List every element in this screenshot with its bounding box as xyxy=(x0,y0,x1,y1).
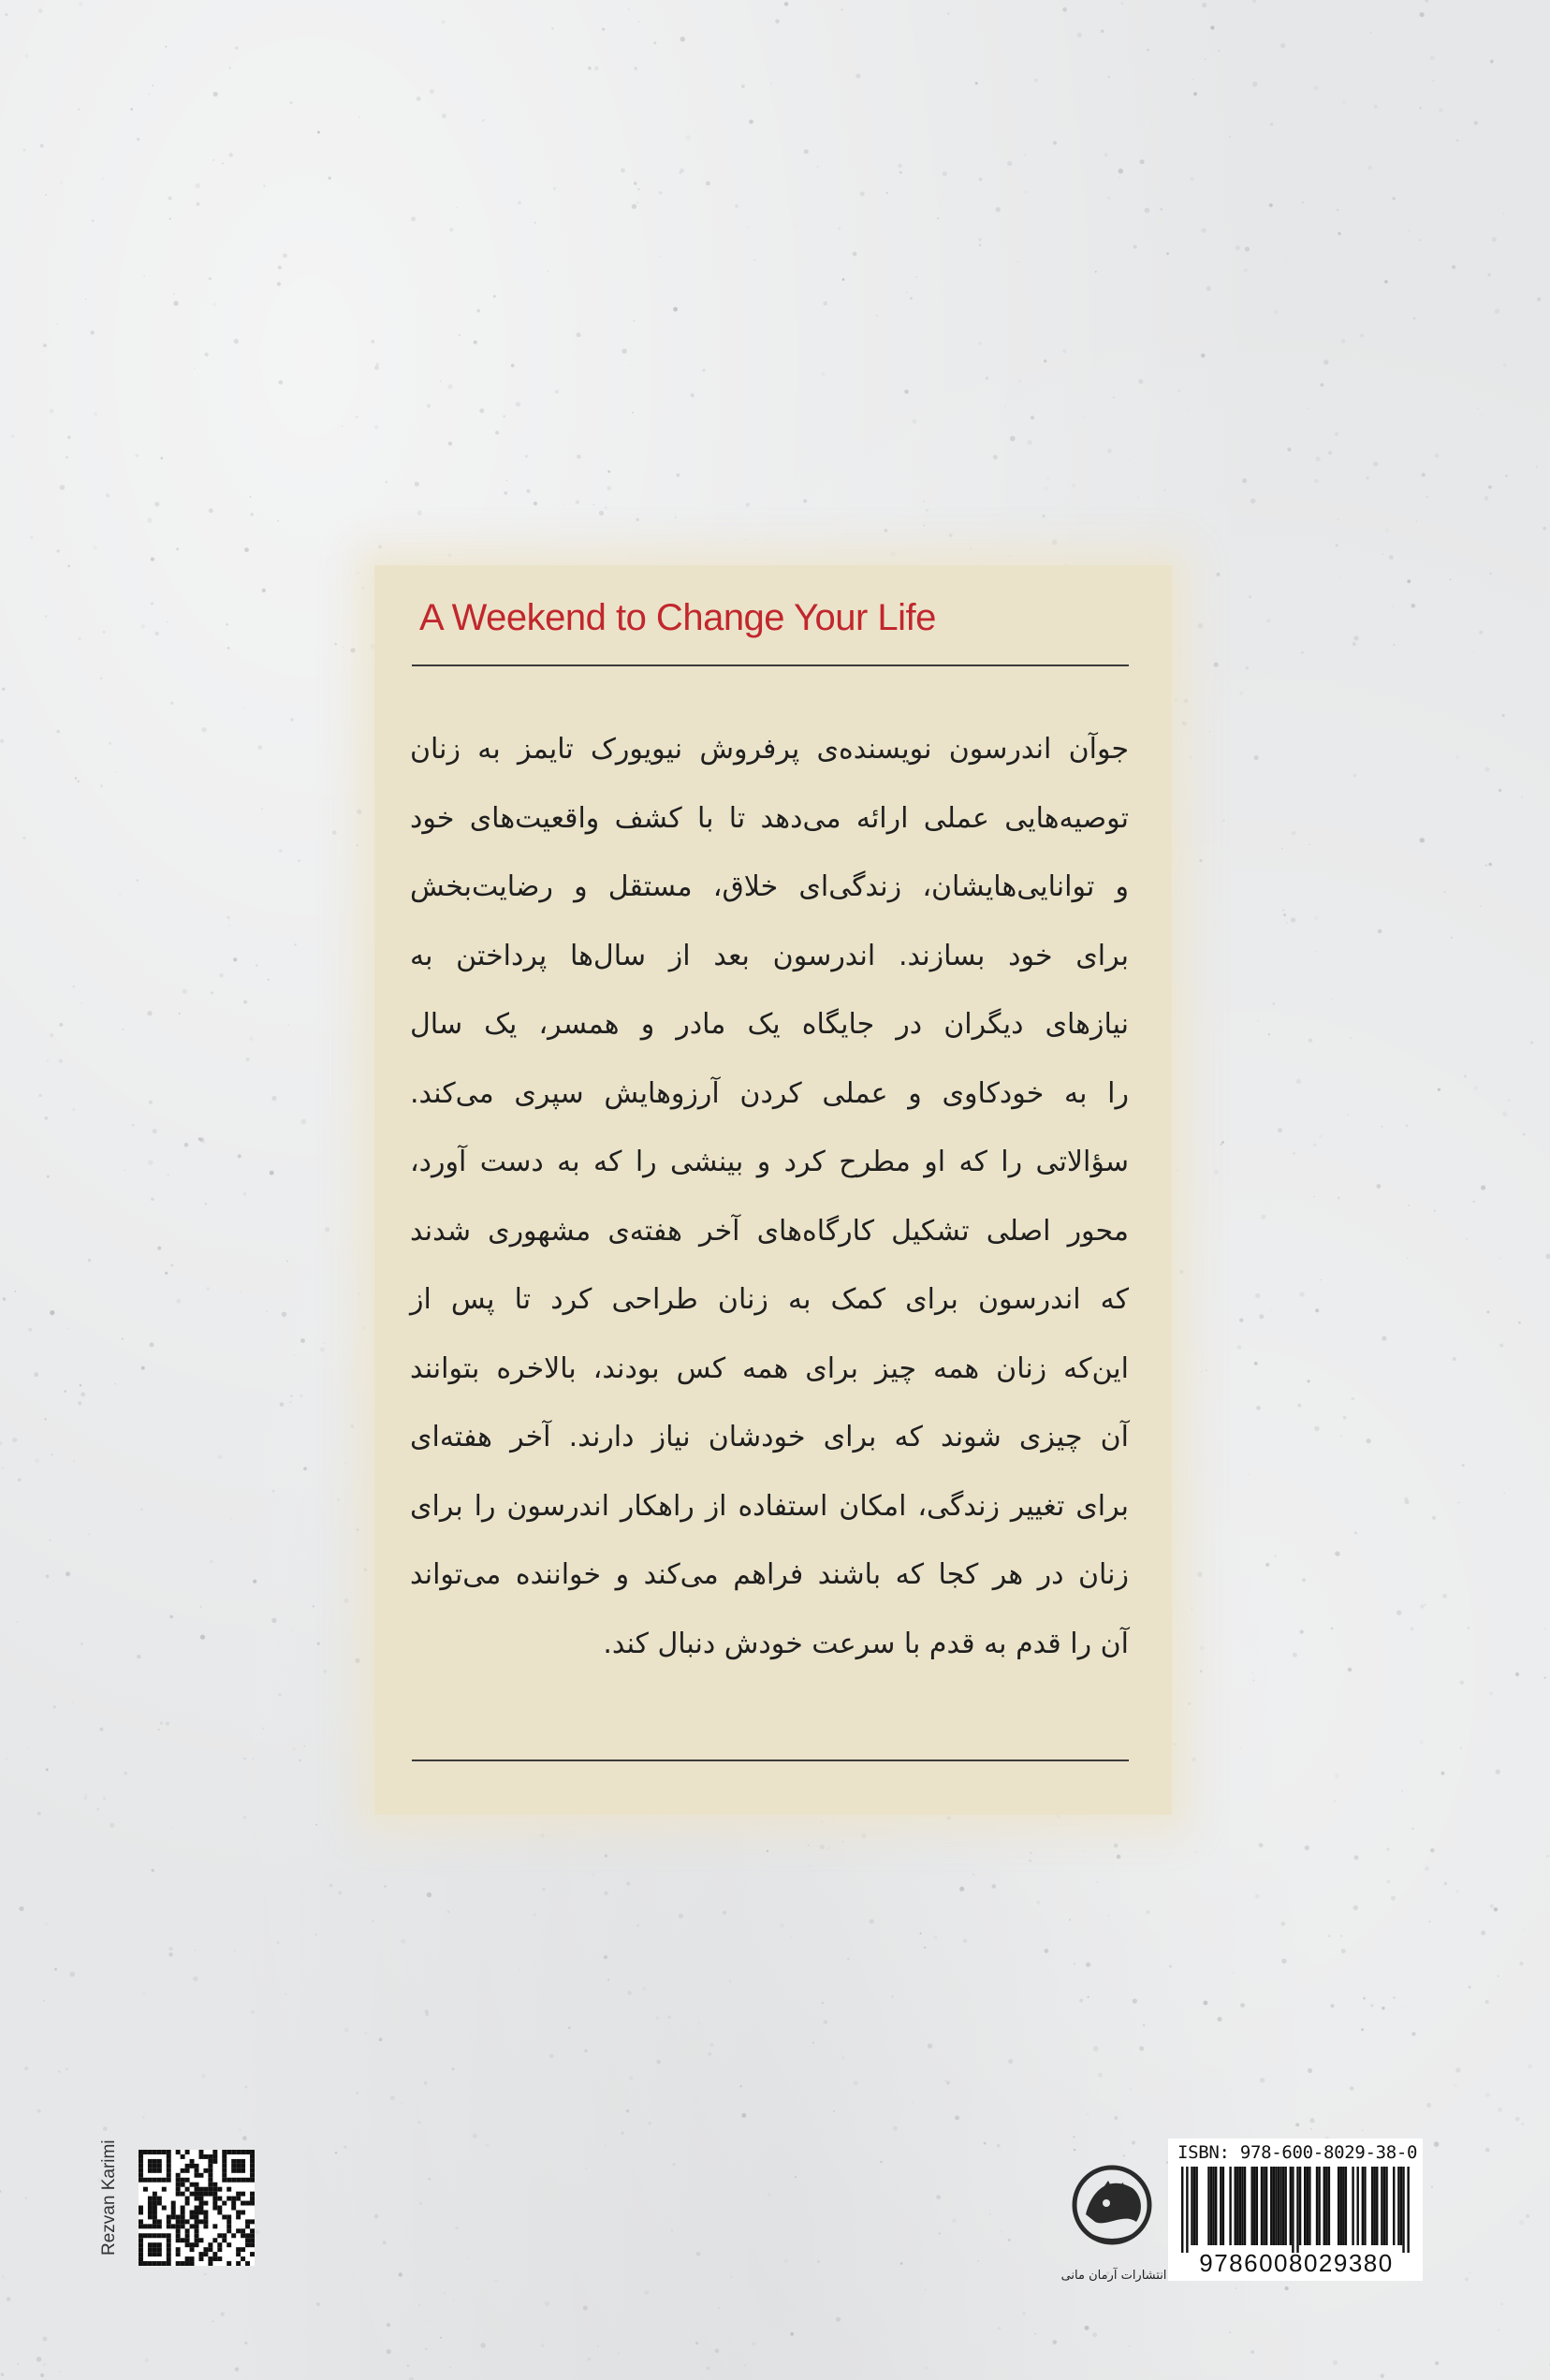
blurb-panel xyxy=(374,565,1172,1815)
blurb-line: توصیه‌هایی عملی ارائه می‌دهد تا با کشف واقعیت‌های خود xyxy=(410,801,1129,835)
publisher-name: انتشارات آرمان مانی xyxy=(1060,2269,1167,2283)
blurb-line: برای تغییر زندگی، امکان استفاده از راهکار اندرسون را برای xyxy=(410,1489,1129,1523)
publisher-logo-icon xyxy=(1058,2156,1170,2287)
blurb-line: جوآن اندرسون نویسنده‌ی پرفروش نیویورک تایمز به زنان xyxy=(410,733,1129,766)
ean-digits: 9786008029380 xyxy=(1199,2249,1394,2277)
blurb-line: آن را قدم به قدم با سرعت خودش دنبال کند. xyxy=(603,1627,1129,1660)
barcode-bars xyxy=(1176,2167,1415,2253)
divider-bottom xyxy=(412,1759,1129,1761)
isbn-barcode xyxy=(1168,2139,1423,2281)
blurb-line: برای خود بسازند. اندرسون بعد از سال‌ها پرداختن به xyxy=(410,939,1129,972)
qr-code-icon xyxy=(139,2150,255,2266)
blurb-line: زنان در هر کجا که باشند فراهم می‌کند و خواننده می‌تواند xyxy=(410,1558,1129,1591)
blurb-line: این‌که زنان همه چیز برای همه کس بودند، بالاخره بتوانند xyxy=(410,1351,1129,1385)
book-title-english: A Weekend to Change Your Life xyxy=(419,597,936,638)
blurb-line: را به خودکاوی و عملی کردن آرزوهایش سپری می‌کند. xyxy=(410,1076,1129,1110)
blurb-line: که اندرسون برای کمک به زنان طراحی کرد تا پس از xyxy=(410,1283,1129,1316)
blurb-line: و توانایی‌هایشان، زندگی‌ای خلاق، مستقل و رضایت‌بخش xyxy=(410,870,1129,903)
blurb-text xyxy=(410,715,1129,1678)
blurb-line: سؤالاتی را که او مطرح کرد و بینشی را که به دست آورد، xyxy=(410,1146,1129,1178)
isbn-number: ISBN: 978-600-8029-38-0 xyxy=(1177,2142,1418,2163)
cover-designer-credit: Rezvan Karimi xyxy=(99,2139,119,2256)
blurb-line: نیازهای دیگران در جایگاه یک مادر و همسر، یک سال xyxy=(410,1008,1129,1041)
blurb-line: آن چیزی شوند که برای خودشان نیاز دارند. آخر هفته‌ای xyxy=(410,1421,1129,1453)
divider-top xyxy=(412,664,1129,666)
blurb-line: محور اصلی تشکیل کارگاه‌های آخر هفته‌ی مشهوری شدند xyxy=(410,1214,1129,1248)
